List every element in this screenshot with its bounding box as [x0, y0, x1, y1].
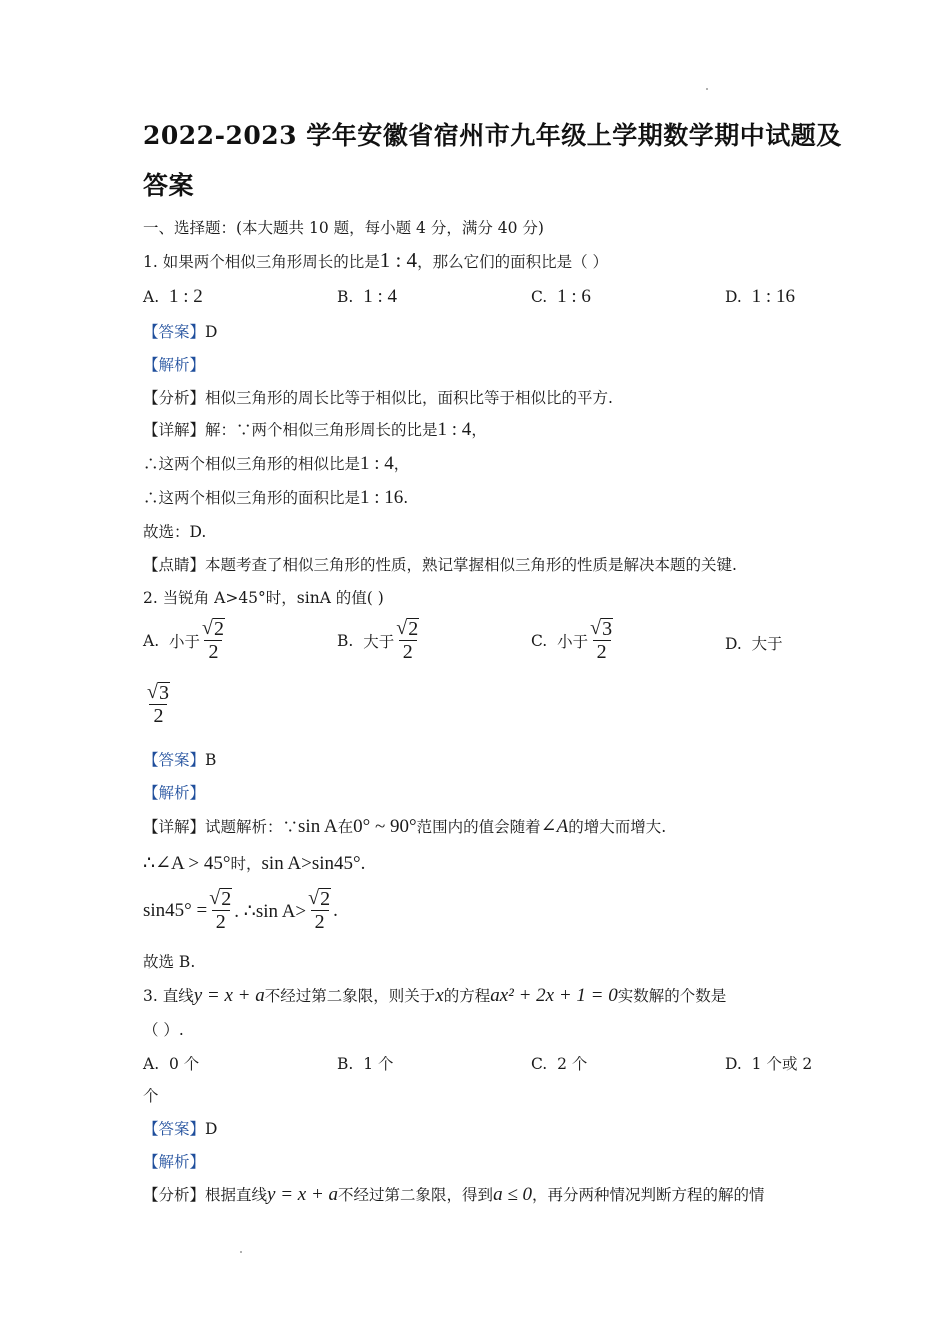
q2-step-2-fraction-1: √ 2 2	[207, 888, 234, 934]
q1-option-a	[143, 286, 203, 308]
q2-step-1	[143, 852, 365, 875]
q1-answer-value: D	[205, 323, 218, 341]
q1-detail-pre: 解：∵两个相似三角形周长的比是	[205, 421, 438, 439]
q1-detail	[143, 418, 487, 441]
q1-comment	[143, 553, 737, 575]
sqrt-symbol: √ 2	[308, 887, 331, 910]
q2-step-1-result: sin A>sin45°.	[261, 853, 366, 874]
q2-option-a-letter: A.	[143, 632, 160, 650]
q1-option-d	[725, 286, 795, 308]
q3-option-b-letter: B.	[337, 1055, 354, 1073]
q3-option-c-letter: C.	[531, 1055, 548, 1073]
page-dot-bottom	[240, 1251, 242, 1253]
q1-step-1-post: ，	[393, 455, 410, 473]
q2-answer-value: B	[205, 751, 217, 769]
q3-answer	[143, 1117, 217, 1139]
q3-analysis-b: 不经过第二象限，得到	[338, 1186, 494, 1204]
q2-option-d-letter: D.	[725, 635, 742, 653]
q2-option-d-fraction: √ 3 2	[145, 682, 172, 728]
q3-stem-a: 3. 直线	[143, 987, 194, 1005]
q3-analysis-condition: a ≤ 0	[493, 1184, 532, 1205]
q1-option-d-value: 1 : 16	[751, 286, 795, 307]
q3-variable: x	[435, 985, 444, 1006]
q1-step-2-post: .	[403, 489, 409, 507]
q1-analysis-text: 相似三角形的周长比等于相似比，面积比等于相似比的平方.	[205, 389, 613, 407]
q1-option-b-value: 1 : 4	[363, 286, 397, 307]
q3-stem-c: 的方程	[443, 987, 491, 1005]
q1-detail-post: ，	[471, 421, 487, 439]
q2-detail	[143, 815, 666, 838]
q3-option-d-letter: D.	[725, 1055, 742, 1073]
q1-analysis	[143, 386, 613, 408]
q1-stem-pre: 1. 如果两个相似三角形周长的比是	[143, 253, 380, 271]
q2-step-2-end: .	[333, 900, 338, 921]
q2-detail-text-g: 的增大而增大.	[568, 818, 667, 836]
q3-analysis	[143, 1183, 765, 1206]
q2-answer	[143, 748, 216, 770]
q1-step-1	[143, 452, 409, 475]
q2-detail-text-e: 范围内的值会随着	[416, 818, 541, 836]
q3-option-c-value: 2 个	[557, 1055, 588, 1073]
sqrt-symbol: √ 3	[147, 681, 169, 704]
q3-stem-d: 实数解的个数是	[617, 987, 727, 1005]
q2-option-b-fraction: √ 2 2	[394, 618, 421, 664]
q2-detail-angle: ∠A	[540, 816, 569, 837]
q2-detail-range: 0° ~ 90°	[353, 816, 417, 837]
q1-option-b-letter: B.	[337, 288, 354, 306]
q3-analysis-equation: y = x + a	[267, 1184, 339, 1205]
q2-explain-heading	[143, 781, 205, 803]
q2-option-c-fraction: √ 3 2	[588, 618, 615, 664]
q3-option-a-value: 0 个	[168, 1055, 200, 1073]
q1-option-d-letter: D.	[725, 288, 742, 306]
q2-detail-text-a: 试题解析：∵	[205, 818, 299, 836]
analysis-tag: 【分析】	[143, 1186, 206, 1204]
q2-choice: 故选 B.	[143, 953, 196, 971]
q2-step-1-condition: ∴∠A > 45°	[143, 853, 231, 874]
sqrt-symbol: √ 2	[202, 617, 224, 640]
q1-step-2-ratio: 1 : 16	[360, 487, 404, 508]
q3-option-d-wrap: 个	[143, 1087, 159, 1105]
q1-option-c	[531, 286, 591, 308]
q3-stem-line-2: （ ）.	[143, 1021, 184, 1039]
explain-tag: 【解析】	[143, 356, 206, 374]
q3-stem-b: 不经过第二象限，则关于	[264, 987, 436, 1005]
q3-option-d-value: 1 个或 2	[751, 1055, 813, 1073]
q1-option-a-value: 1 : 2	[168, 286, 203, 307]
q2-option-b-letter: B.	[337, 632, 354, 650]
detail-tag: 【详解】	[143, 421, 206, 439]
q3-option-a	[143, 1052, 199, 1074]
answer-tag: 【答案】	[143, 751, 206, 769]
q1-detail-ratio: 1 : 4	[437, 419, 472, 440]
q3-analysis-c: ，再分两种情况判断方程的解的情	[532, 1186, 765, 1204]
sqrt-symbol: √ 2	[209, 887, 232, 910]
sqrt-symbol: √ 2	[396, 617, 419, 640]
answer-tag: 【答案】	[143, 1120, 206, 1138]
q3-explain-heading	[143, 1150, 205, 1172]
q2-option-b	[337, 618, 421, 664]
document-title-line-2: 答案	[143, 171, 195, 200]
q2-option-b-word: 大于	[363, 633, 395, 651]
q2-step-1-text: 时，	[230, 855, 262, 873]
q1-choice: 故选：D.	[143, 523, 207, 541]
analysis-tag: 【分析】	[143, 389, 206, 407]
document-title-line-1: 2022-2023 学年安徽省宿州市九年级上学期数学期中试题及	[143, 121, 842, 150]
q1-stem-ratio: 1 : 4	[379, 248, 418, 272]
q2-detail-sin: sin A	[298, 816, 338, 837]
detail-tag: 【详解】	[143, 818, 206, 836]
q1-option-a-letter: A.	[143, 288, 160, 306]
sqrt-symbol: √ 3	[590, 617, 613, 640]
q1-step-1-ratio: 1 : 4	[360, 453, 394, 474]
q3-option-d	[725, 1052, 812, 1074]
q1-step-2-pre: ∴这两个相似三角形的面积比是	[143, 489, 361, 507]
q2-option-d-word: 大于	[751, 635, 783, 653]
q1-answer	[143, 320, 217, 342]
q1-explain-heading	[143, 353, 205, 375]
section-heading: 一、选择题：(本大题共 10 题，每小题 4 分，满分 40 分)	[143, 219, 544, 237]
q3-option-c	[531, 1052, 587, 1074]
q1-step-2	[143, 486, 408, 509]
q2-option-c-word: 小于	[557, 633, 589, 651]
q1-option-c-value: 1 : 6	[557, 286, 591, 307]
q2-step-2	[143, 888, 338, 934]
q2-option-a	[143, 618, 227, 664]
answer-tag: 【答案】	[143, 323, 206, 341]
q1-option-c-letter: C.	[531, 288, 548, 306]
q2-stem: 2. 当锐角 A>45°时，sinA 的值( )	[143, 589, 384, 607]
q3-option-b	[337, 1052, 393, 1074]
explain-tag: 【解析】	[143, 784, 206, 802]
page-dot-top	[706, 88, 708, 90]
q1-stem	[143, 248, 608, 273]
q2-step-2-fraction-2: √ 2 2	[306, 888, 333, 934]
q3-stem	[143, 984, 726, 1007]
q2-detail-text-c: 在	[337, 818, 354, 836]
q3-option-a-letter: A.	[143, 1055, 160, 1073]
q3-quadratic-equation: ax² + 2x + 1 = 0	[490, 985, 618, 1006]
q2-option-a-fraction: √ 2 2	[200, 618, 227, 664]
q2-option-c-letter: C.	[531, 632, 548, 650]
q3-answer-value: D	[205, 1120, 218, 1138]
q3-line-equation: y = x + a	[193, 985, 265, 1006]
q1-option-b	[337, 286, 397, 308]
q3-analysis-a: 根据直线	[205, 1186, 268, 1204]
q2-step-2-mid: . ∴sin A>	[234, 900, 307, 922]
q3-option-b-value: 1 个	[363, 1055, 394, 1073]
q2-option-c	[531, 618, 615, 664]
q1-stem-post: ，那么它们的面积比是（ ）	[417, 253, 608, 271]
comment-tag: 【点睛】	[143, 556, 206, 574]
q2-option-a-word: 小于	[168, 633, 200, 651]
q2-option-d	[725, 632, 783, 654]
explain-tag: 【解析】	[143, 1153, 206, 1171]
q1-step-1-pre: ∴这两个相似三角形的相似比是	[143, 455, 361, 473]
q2-step-2-lhs: sin45° =	[143, 900, 208, 921]
q1-comment-text: 本题考查了相似三角形的性质，熟记掌握相似三角形的性质是解决本题的关键.	[205, 556, 737, 574]
